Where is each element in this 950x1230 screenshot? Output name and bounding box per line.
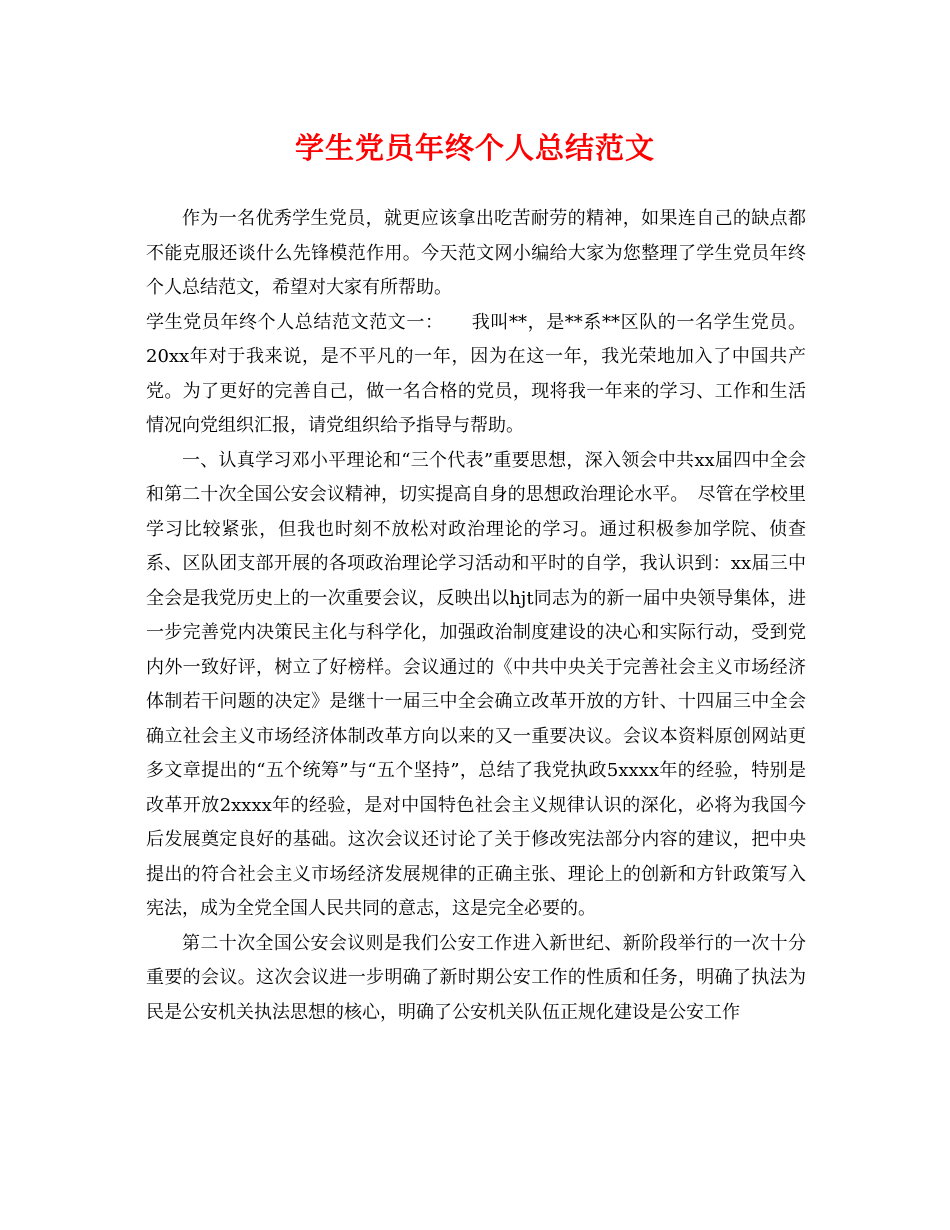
paragraph-security-conference: 第二十次全国公安会议则是我们公安工作进入新世纪、新阶段举行的一次十分重要的会议。这次会议进一步明确了新时期公安工作的性质和任务，明确了执法为民是公安机关执法思想的核心，明确了公安机关队伍正规化建设是公安工作 bbox=[146, 932, 806, 1023]
paragraph-sample-one: 学生党员年终个人总结范文范文一： 我叫**，是**系**区队的一名学生党员。20xx年对于我来说，是不平凡的一年，因为在这一年，我光荣地加入了中国共产党。为了更好的完善自己，做一名合格的党员，现将我一年来的学习、工作和生活情况向党组织汇报，请党组织给予指导与帮助。 bbox=[146, 311, 806, 436]
paragraph-intro: 作为一名优秀学生党员，就更应该拿出吃苦耐劳的精神，如果连自己的缺点都不能克服还谈什么先锋模范作用。今天范文网小编给大家为您整理了学生党员年终个人总结范文，希望对大家有所帮助。 bbox=[146, 208, 806, 298]
document-title: 学生党员年终个人总结范文 bbox=[294, 131, 655, 165]
paragraph-section-one: 一、认真学习邓小平理论和“三个代表”重要思想，深入领会中共xx届四中全会和第二十次全国公安会议精神，切实提高自身的思想政治理论水平。 尽管在学校里学习比较紧张，但我也时刻不放松对政治理论的学习。通过积极参加学院、侦查系、区队团支部开展的各项政治理论学习活动和平时的自学，我认识到：xx届三中全会是我党历史上的一次重要会议，反映出以hjt同志为的新一届中央领导集体，进一步完善党内决策民主化与科学化，加强政治制度建设的决心和实际行动，受到党内外一致好评，树立了好榜样。会议通过的《中共中央关于完善社会主义市场经济体制若干问题的决定》是继十一届三中全会确立改革开放的方针、十四届三中全会确立社会主义市场经济体制改革方向以来的又一重要决议。会议本资料原创网站更多文章提出的“五个统筹”与“五个坚持”，总结了我党执政5xxxx年的经验，特别是改革开放2xxxx年的经验，是对中国特色社会主义规律认识的深化，必将为我国今后发展奠定良好的基础。这次会议还讨论了关于修改宪法部分内容的建议，把中央提出的符合社会主义市场经济发展规律的正确主张、理论上的创新和方针政策写入宪法，成为全党全国人民共同的意志，这是完全必要的。 bbox=[146, 449, 806, 919]
document-body bbox=[146, 202, 806, 1030]
